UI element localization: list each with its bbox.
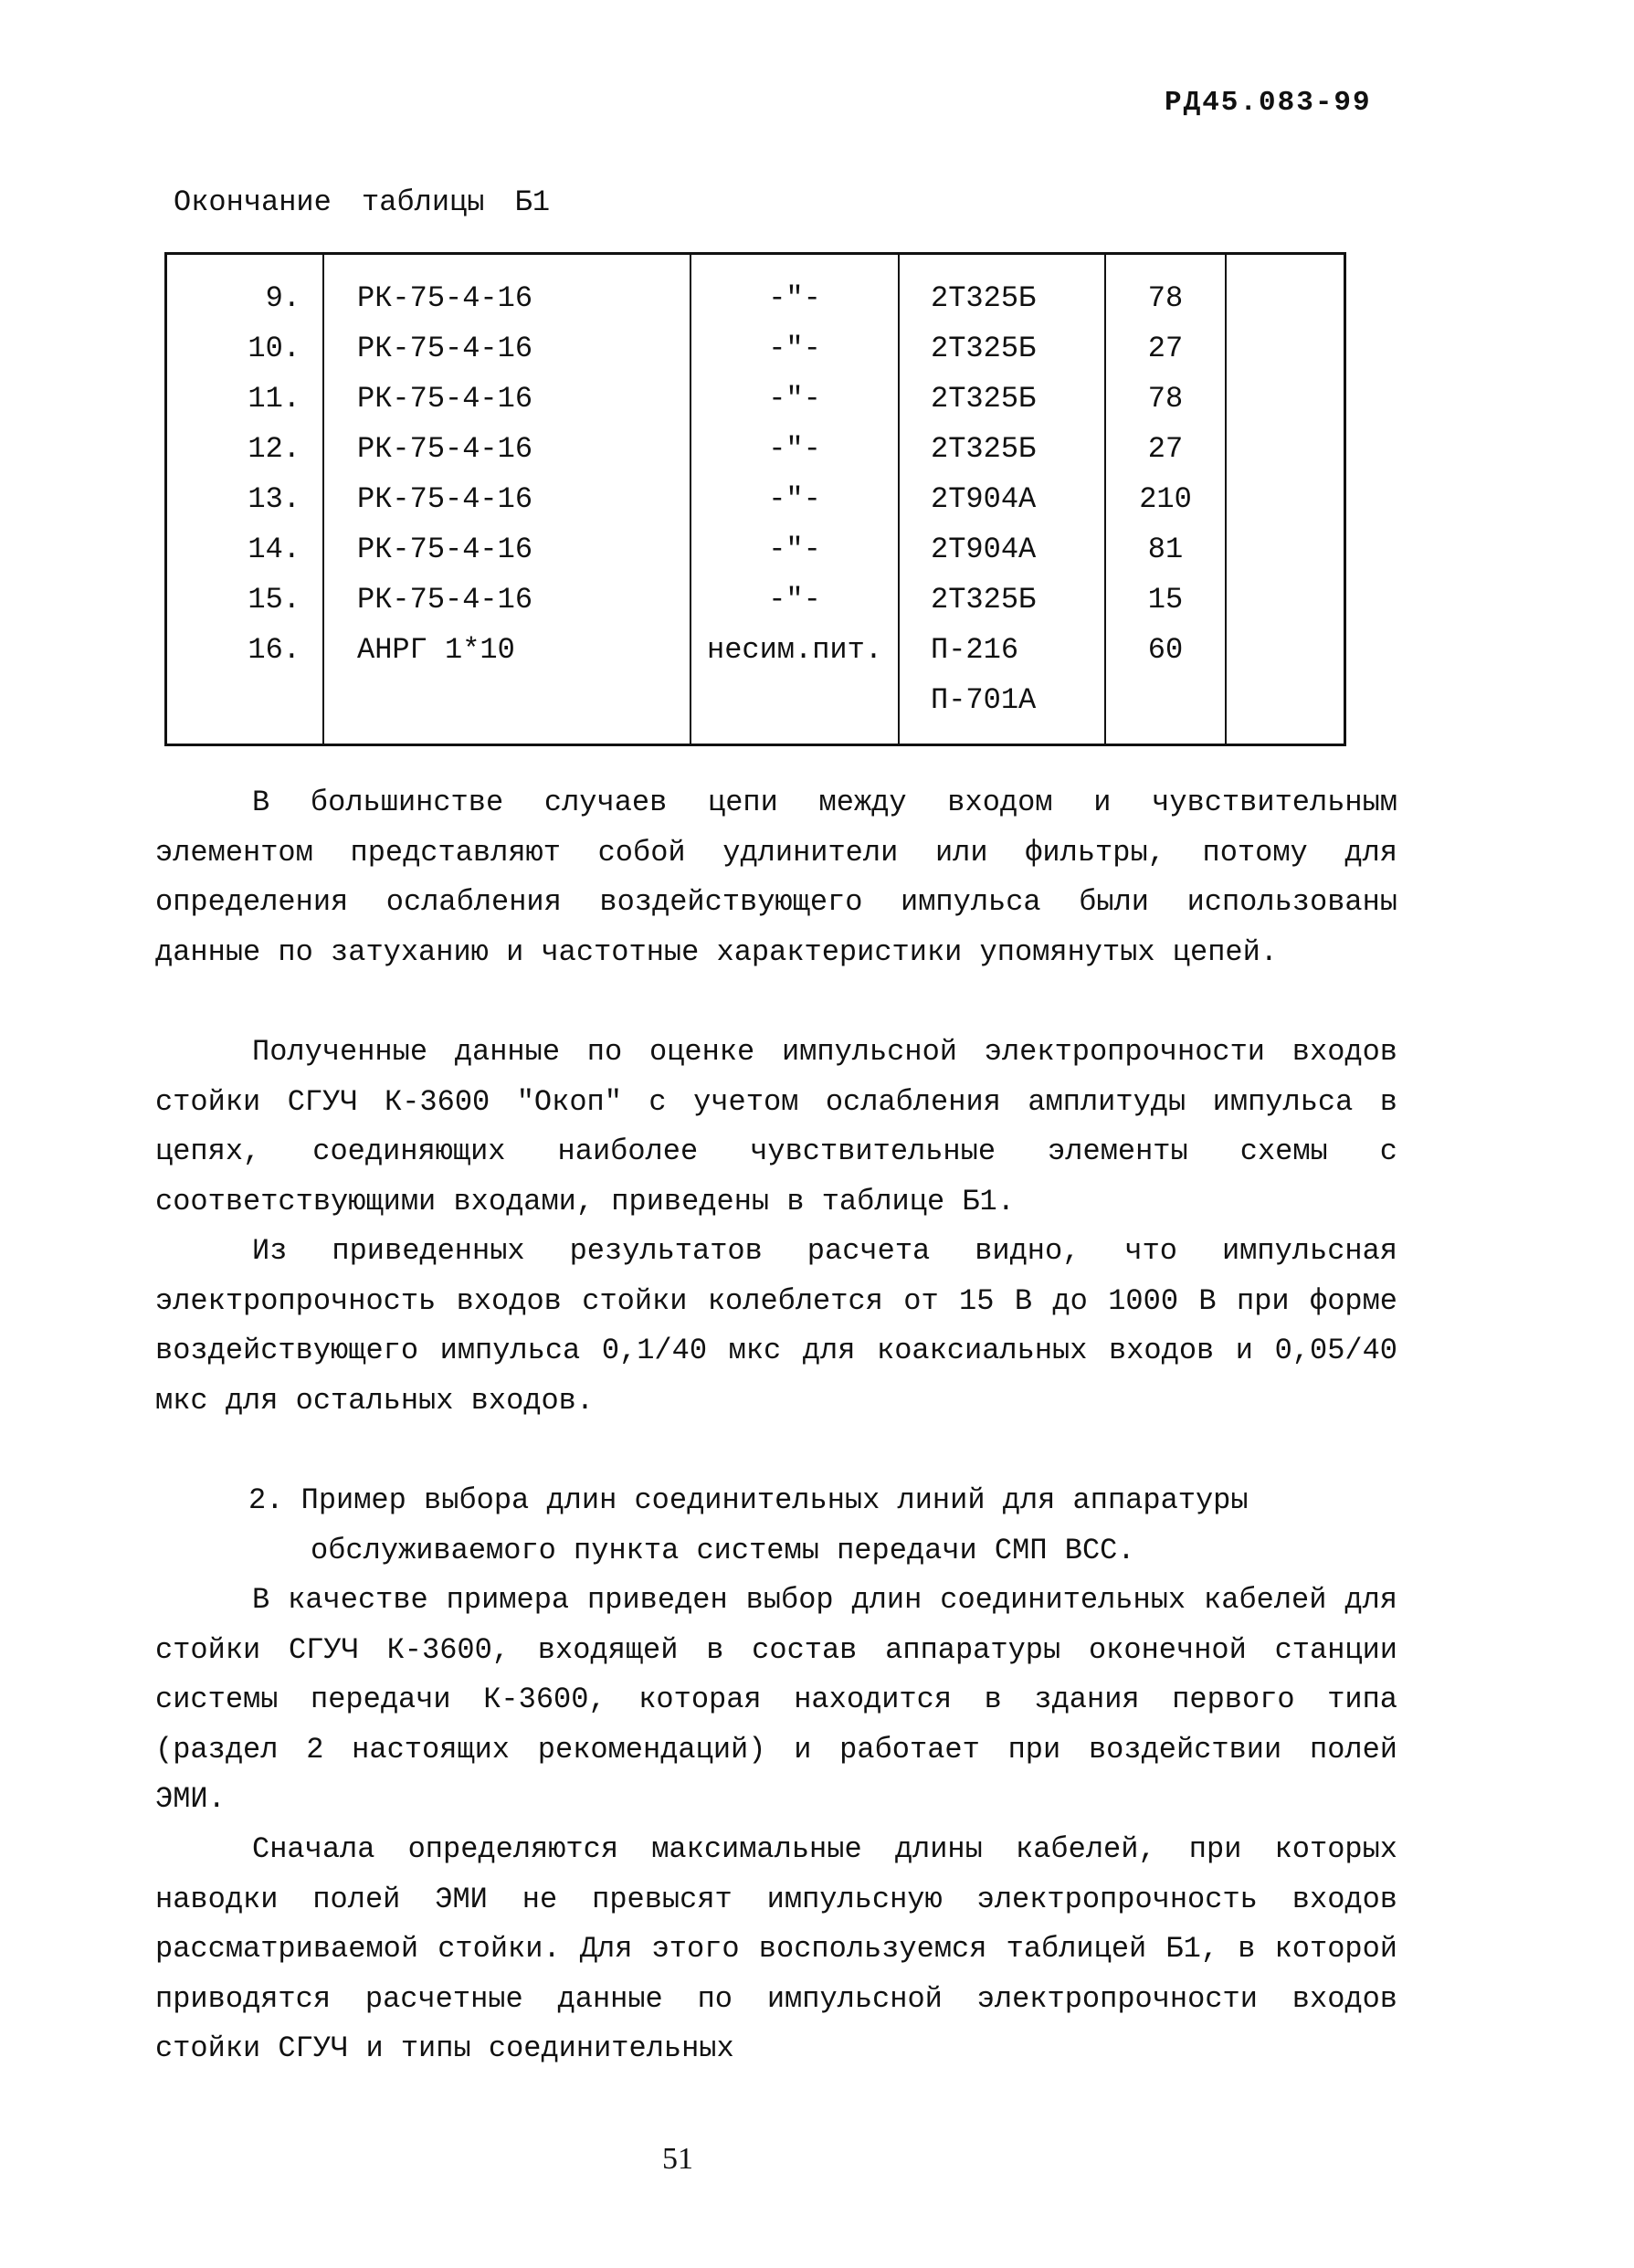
- cell-element: 2Т904А: [899, 474, 1105, 524]
- cell-value: 210: [1105, 474, 1226, 524]
- cell-element: 2Т904А: [899, 524, 1105, 575]
- cell-value: 78: [1105, 254, 1226, 324]
- cell-note: -"-: [690, 474, 899, 524]
- cell-number: [166, 675, 324, 745]
- paragraph-5: Сначала определяются максимальные длины кабелей, при которых наводки полей ЭМИ не превысят импульсную электропрочность входов рассматриваемой стойки. Для этого воспользуемся таблицей Б1, в которой приводятся расчетные данные по импульсной электропрочности входов стойки СГУЧ и типы соединительных: [155, 1832, 1397, 2065]
- table-row: [166, 524, 1345, 575]
- cell-number: 11.: [166, 374, 324, 424]
- cell-number: 9.: [166, 254, 324, 324]
- cell-note: -"-: [690, 323, 899, 374]
- table-row: [166, 254, 1345, 324]
- cell-cable-type: [323, 675, 690, 745]
- cell-value: 27: [1105, 424, 1226, 474]
- cell-cable-type: РК-75-4-16: [323, 524, 690, 575]
- cell-value: 81: [1105, 524, 1226, 575]
- cell-note: -"-: [690, 254, 899, 324]
- cell-note: -"-: [690, 575, 899, 625]
- table-row: [166, 374, 1345, 424]
- cell-element: 2Т325Б: [899, 575, 1105, 625]
- table-b1: [164, 252, 1346, 746]
- cell-value: 60: [1105, 625, 1226, 675]
- table-caption: Окончание таблицы Б1: [174, 185, 551, 219]
- cell-element: П-216: [899, 625, 1105, 675]
- cell-empty: [1226, 374, 1345, 424]
- cell-number: 13.: [166, 474, 324, 524]
- cell-value: 78: [1105, 374, 1226, 424]
- table-row: [166, 625, 1345, 675]
- paragraph-2: Полученные данные по оценке импульсной электропрочности входов стойки СГУЧ К-3600 "Окоп" с учетом ослабления амплитуды импульса в цепях, соединяющих наиболее чувствительные элементы схемы с соответствующими входами, приведены в таблице Б1.: [155, 1035, 1397, 1218]
- table-row: [166, 675, 1345, 745]
- cell-note: несим.пит.: [690, 625, 899, 675]
- cell-number: 16.: [166, 625, 324, 675]
- cell-empty: [1226, 254, 1345, 324]
- paragraph-3: Из приведенных результатов расчета видно, что импульсная электропрочность входов стойки колеблется от 15 В до 1000 В при форме воздействующего импульса 0,1/40 мкс для коаксиальных входов и 0,05/40 мкс для остальных входов.: [155, 1234, 1397, 1418]
- table-row: [166, 323, 1345, 374]
- cell-note: [690, 675, 899, 745]
- cell-number: 12.: [166, 424, 324, 474]
- cell-element: П-701А: [899, 675, 1105, 745]
- section-heading-line-2: обслуживаемого пункта системы передачи СМП ВСС.: [311, 1533, 1135, 1567]
- table-body: [166, 254, 1345, 745]
- cell-empty: [1226, 675, 1345, 745]
- cell-cable-type: РК-75-4-16: [323, 474, 690, 524]
- cell-cable-type: РК-75-4-16: [323, 374, 690, 424]
- cell-empty: [1226, 474, 1345, 524]
- cell-cable-type: АНРГ 1*10: [323, 625, 690, 675]
- cell-cable-type: РК-75-4-16: [323, 424, 690, 474]
- paragraph-1: В большинстве случаев цепи между входом и чувствительным элементом представляют собой удлинители или фильтры, потому для определения ослабления воздействующего импульса были использованы данные по затуханию и частотные характеристики упомянутых цепей.: [155, 786, 1397, 969]
- cell-note: -"-: [690, 524, 899, 575]
- cell-empty: [1226, 323, 1345, 374]
- cell-element: 2Т325Б: [899, 424, 1105, 474]
- cell-cable-type: РК-75-4-16: [323, 254, 690, 324]
- cell-number: 15.: [166, 575, 324, 625]
- cell-element: 2Т325Б: [899, 323, 1105, 374]
- section-heading-line-1: 2. Пример выбора длин соединительных линий для аппаратуры: [248, 1483, 1249, 1517]
- table-row: [166, 424, 1345, 474]
- cell-number: 14.: [166, 524, 324, 575]
- document-code: РД45.083-99: [1165, 87, 1372, 119]
- paragraph-4: В качестве примера приведен выбор длин соединительных кабелей для стойки СГУЧ К-3600, входящей в состав аппаратуры оконечной станции системы передачи К-3600, которая находится в здания первого типа (раздел 2 настоящих рекомендаций) и работает при воздействии полей ЭМИ.: [155, 1583, 1397, 1816]
- cell-element: 2Т325Б: [899, 254, 1105, 324]
- section-heading: [248, 1476, 1381, 1576]
- cell-cable-type: РК-75-4-16: [323, 323, 690, 374]
- table-row: [166, 575, 1345, 625]
- cell-value: 15: [1105, 575, 1226, 625]
- cell-number: 10.: [166, 323, 324, 374]
- cell-empty: [1226, 424, 1345, 474]
- cell-value: 27: [1105, 323, 1226, 374]
- page-number: 51: [662, 2142, 693, 2176]
- cell-empty: [1226, 524, 1345, 575]
- cell-element: 2Т325Б: [899, 374, 1105, 424]
- cell-empty: [1226, 625, 1345, 675]
- cell-empty: [1226, 575, 1345, 625]
- table-row: [166, 474, 1345, 524]
- cell-note: -"-: [690, 374, 899, 424]
- cell-cable-type: РК-75-4-16: [323, 575, 690, 625]
- cell-value: [1105, 675, 1226, 745]
- cell-note: -"-: [690, 424, 899, 474]
